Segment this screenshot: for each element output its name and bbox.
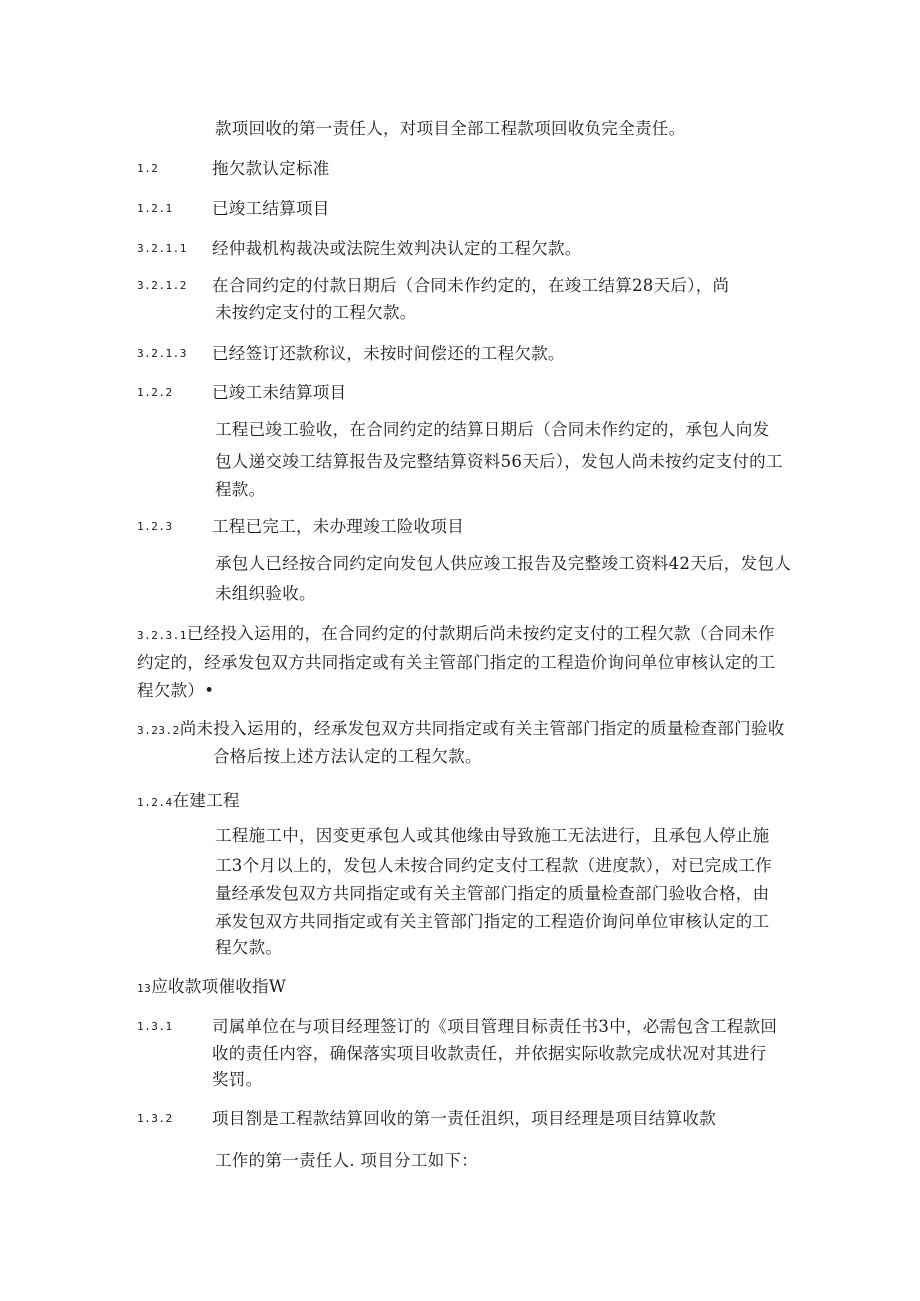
paragraph-line: 量经承发包双方共同指定或有关主管部门指定的质量检查部门验收合格，由 (215, 884, 770, 903)
section-text: 已经签订还款称议，未按时间偿还的工程欠款。 (212, 344, 565, 363)
paragraph-line: 司属单位在与项目经理签订的《项目管理目标责任书3中，必需包含工程款回 (212, 1017, 778, 1036)
paragraph-line (137, 785, 240, 819)
section-number: 1.2.1 (137, 202, 173, 215)
paragraph-line: 工程施工中，因变更承包人或其他缘由导致施工无法进行，且承包人停止施 (215, 826, 770, 845)
paragraph-line: 奖罚。 (212, 1070, 263, 1089)
section-number: 13 (137, 982, 152, 995)
paragraph-line: 工3个月以上的，发包人未按合同约定支付工程款（进度款），对已完成工作 (215, 856, 772, 875)
paragraph-line: 合格后按上述方法认定的工程欠款。 (213, 747, 482, 766)
paragraph-line: 工作的第一责任人. 项目分工如下： (215, 1151, 479, 1170)
section-number: 3.2.1.1 (137, 242, 187, 255)
section-number: 3.23.2 (137, 724, 180, 737)
paragraph-line: 未组织验收。 (215, 584, 316, 603)
section-number: 1.2.3 (137, 520, 173, 533)
section-title: 已竣工结算项目 (212, 199, 330, 218)
paragraph-line: 承包人已经按合同约定向发包人供应竣工报告及完整竣工资料42天后，发包人 (215, 554, 791, 573)
paragraph-line: 程款。 (215, 480, 266, 499)
section-number: 1.2.4 (137, 796, 173, 809)
section-text: 未按约定支付的工程欠款。 (215, 303, 417, 322)
paragraph-line: 收的责任内容，确保落实项目收款责任，并依据实际收款完成状况对其进行 (212, 1044, 767, 1063)
paragraph-line: 程欠款）• (137, 681, 215, 700)
section-number: 3.2.1.2 (137, 279, 187, 292)
paragraph-line: 承发包双方共同指定或有关主管部门指定的工程造价询问单位审核认定的工 (215, 912, 770, 931)
paragraph-line: 工程已竣工验收，在合同约定的结算日期后（合同未作约定的，承包人向发 (215, 420, 770, 439)
section-number: 1.2.2 (137, 386, 173, 399)
section-number: 3.2.1.3 (137, 347, 187, 360)
section-text: 已经投入运用的，在合同约定的付款期后尚未按约定支付的工程欠款（合同未作 (186, 624, 775, 643)
paragraph-line: 约定的，经承发包双方共同指定或有关主管部门指定的工程造价询问单位审核认定的工 (137, 653, 776, 672)
section-text: 经仲裁机构裁决或法院生效判决认定的工程欠款。 (212, 239, 582, 258)
paragraph-line: 项目劄是工程款结算回收的第一责任沮织，项目经理是项目结算收款 (212, 1109, 716, 1128)
section-title: 应收款项催收指W (151, 977, 287, 996)
section-text: 尚未投入运用的，经承发包双方共同指定或有关主管部门指定的质量检查部门验收 (179, 719, 785, 738)
section-number: 3.2.3.1 (137, 629, 187, 642)
section-title: 已竣工未结算项目 (212, 383, 347, 402)
section-number: 1.3.1 (137, 1020, 173, 1033)
section-title: 在建工程 (172, 791, 240, 810)
section-title: 工程已完工，未办理竣工险收项目 (212, 517, 464, 536)
section-number: 1.2 (137, 162, 159, 175)
section-number: 1.3.2 (137, 1112, 173, 1125)
paragraph-line: 包人递交竣工结算报告及完整结算资料56天后），发包人尚未按约定支付的工 (215, 452, 783, 471)
section-title: 拖欠款认定标准 (212, 159, 330, 178)
intro-line: 款项回收的第一责任人，对项目全部工程款项回收负完全责任。 (215, 119, 686, 138)
section-text: 在合同约定的付款日期后（合同未作约定的，在竣工结算28天后），尚 (212, 276, 730, 295)
paragraph-line (137, 971, 286, 1005)
paragraph-line: 程欠款。 (215, 938, 283, 957)
